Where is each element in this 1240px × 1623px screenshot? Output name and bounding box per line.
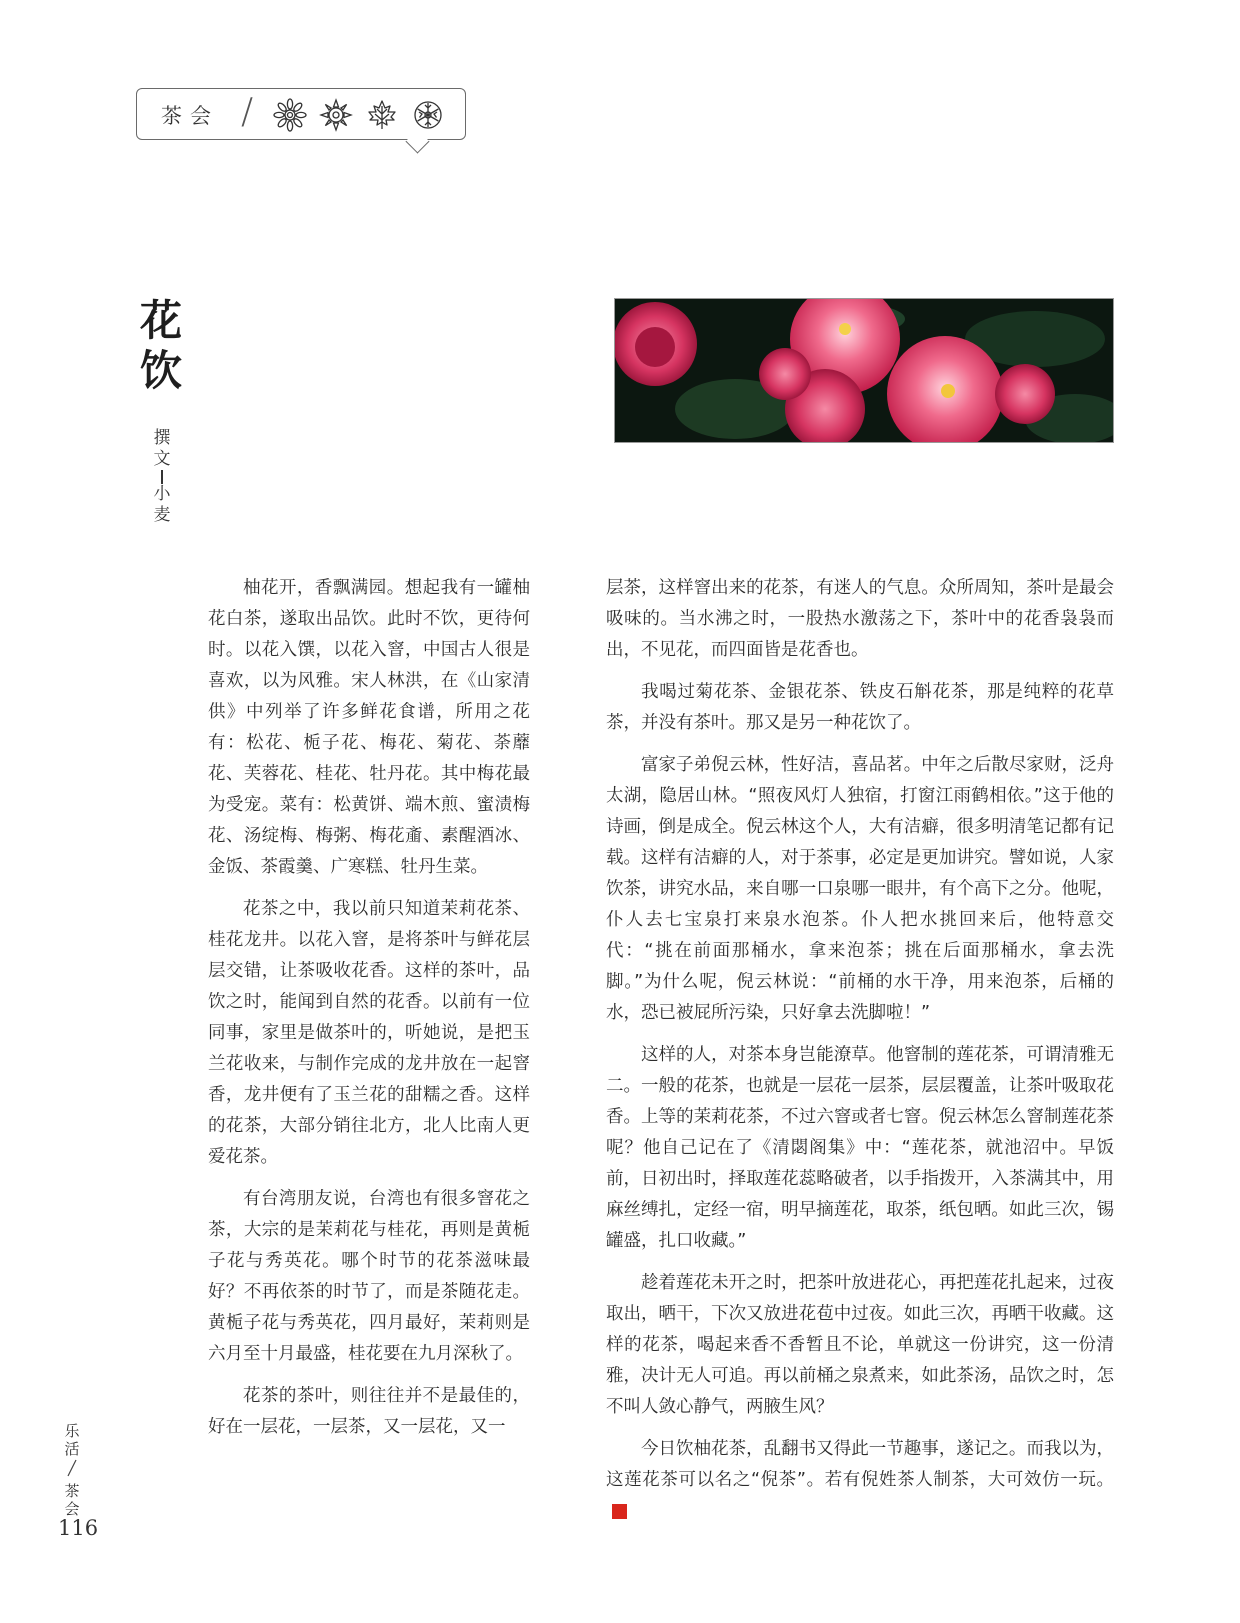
folio-char: 会 [64, 1500, 80, 1518]
paragraph: 花茶之中，我以前只知道茉莉花茶、桂花龙井。以花入窨，是将茶叶与鲜花层层交错，让茶吸收花香。这样的茶叶，品饮之时，能闻到自然的花香。以前有一位同事，家里是做茶叶的，听她说，是把玉兰花收来，与制作完成的龙井放在一起窨香，龙井便有了玉兰花的甜糯之香。这样的花茶，大部分销往北方，北人比南人更爱花茶。 [208, 899, 530, 1167]
tag-divider: / [241, 91, 254, 132]
sun-flower-icon [319, 98, 353, 132]
paragraph: 我喝过菊花茶、金银花茶、铁皮石斛花茶，那是纯粹的花草茶，并没有茶叶。那又是另一种花饮了。 [606, 682, 1114, 733]
sunflower-icon [273, 98, 307, 132]
paragraph: 柚花开，香飘满园。想起我有一罐柚花白茶，遂取出品饮。此时不饮，更待何时。以花入馔，以花入窨，中国古人很是喜欢，以为风雅。宋人林洪，在《山家清供》中列举了许多鲜花食谱，所用之花有：松花、栀子花、梅花、菊花、荼蘼花、芙蓉花、桂花、牡丹花。其中梅花最为受宠。菜有：松黄饼、端木煎、蜜渍梅花、汤绽梅、梅粥、梅花齑、素醒酒冰、金饭、茶霞羹、广寒糕、牡丹生菜。 [208, 578, 530, 877]
title-char-2: 饮 [140, 346, 183, 395]
tag-pointer [405, 129, 429, 153]
paragraph: 富家子弟倪云林，性好洁，喜品茗。中年之后散尽家财，泛舟太湖，隐居山林。“照夜风灯人独宿，打窗江雨鹤相依。”这于他的诗画，倒是成全。倪云林这个人，大有洁癖，很多明清笔记都有记载。这样有洁癖的人，对于茶事，必定是更加讲究。譬如说，人家饮茶，讲究水品，来自哪一口泉哪一眼井，有个高下之分。他呢，仆人去七宝泉打来泉水泡茶。仆人把水挑回来后，他特意交代：“挑在前面那桶水，拿来泡茶；挑在后面那桶水，拿去洗脚。”为什么呢，倪云林说：“前桶的水干净，用来泡茶，后桶的水，恐已被屁所污染，只好拿去洗脚啦！” [606, 755, 1114, 1023]
page-number: 116 [58, 1516, 99, 1540]
folio-char: 活 [64, 1440, 80, 1458]
byline-dash [152, 470, 172, 484]
rose-illustration [615, 299, 1114, 443]
rose-photo [614, 298, 1114, 443]
section-label: 茶会 [161, 104, 219, 128]
paragraph: 花茶的茶叶，则往往并不是最佳的，好在一层花，一层茶，又一层花，又一 [208, 1386, 530, 1437]
article-title [140, 296, 190, 396]
snowflake-icon [411, 98, 445, 132]
paragraph [606, 1434, 1114, 1527]
text-column-left [208, 573, 530, 1454]
byline-char: 小 [153, 484, 171, 504]
folio-char: 茶 [64, 1482, 80, 1500]
byline-char: 文 [153, 449, 171, 469]
title-char-1: 花 [140, 296, 183, 345]
maple-leaf-icon [365, 98, 399, 132]
paragraph: 有台湾朋友说，台湾也有很多窨花之茶，大宗的是茉莉花与桂花，再则是黄栀子花与秀英花。哪个时节的花茶滋味最好？不再依茶的时节了，而是茶随花走。黄栀子花与秀英花，四月最好，茉莉则是六月至十月最盛，桂花要在九月深秋了。 [208, 1189, 530, 1364]
byline-char: 麦 [153, 505, 171, 525]
folio-char: 乐 [64, 1422, 80, 1440]
folio-slash [62, 1458, 82, 1478]
closing-text: 今日饮柚花茶，乱翻书又得此一节趣事，遂记之。而我以为，这莲花茶可以名之“倪茶”。若有倪姓茶人制茶，大可效仿一玩。 [606, 1439, 1114, 1490]
byline [152, 428, 172, 526]
paragraph: 这样的人，对茶本身岂能潦草。他窨制的莲花茶，可谓清雅无二。一般的花茶，也就是一层花一层茶，层层覆盖，让茶叶吸取花香。上等的茉莉花茶，不过六窨或者七窨。倪云林怎么窨制莲花茶呢？他自己记在了《清閟阁集》中：“莲花茶，就池沼中。早饭前，日初出时，择取莲花蕊略破者，以手指拨开，入茶满其中，用麻丝缚扎，定经一宿，明早摘莲花，取茶，纸包晒。如此三次，锡罐盛，扎口收藏。” [606, 1045, 1114, 1251]
paragraph: 层茶，这样窨出来的花茶，有迷人的气息。众所周知，茶叶是最会吸味的。当水沸之时，一股热水激荡之下，茶叶中的花香袅袅而出，不见花，而四面皆是花香也。 [606, 578, 1114, 660]
paragraph: 趁着莲花未开之时，把茶叶放进花心，再把莲花扎起来，过夜取出，晒干，下次又放进花苞中过夜。如此三次，再晒干收藏。这样的花茶，喝起来香不香暂且不论，单就这一份讲究，这一份清雅，决计无人可追。再以前桶之泉煮来，如此茶汤，品饮之时，怎不叫人敛心静气，两腋生风？ [606, 1273, 1114, 1417]
byline-char: 撰 [153, 428, 171, 448]
end-mark [612, 1504, 627, 1519]
folio-magazine [62, 1422, 82, 1458]
section-tag-box [136, 88, 466, 140]
text-column-right [606, 573, 1114, 1538]
folio-section [62, 1482, 82, 1518]
